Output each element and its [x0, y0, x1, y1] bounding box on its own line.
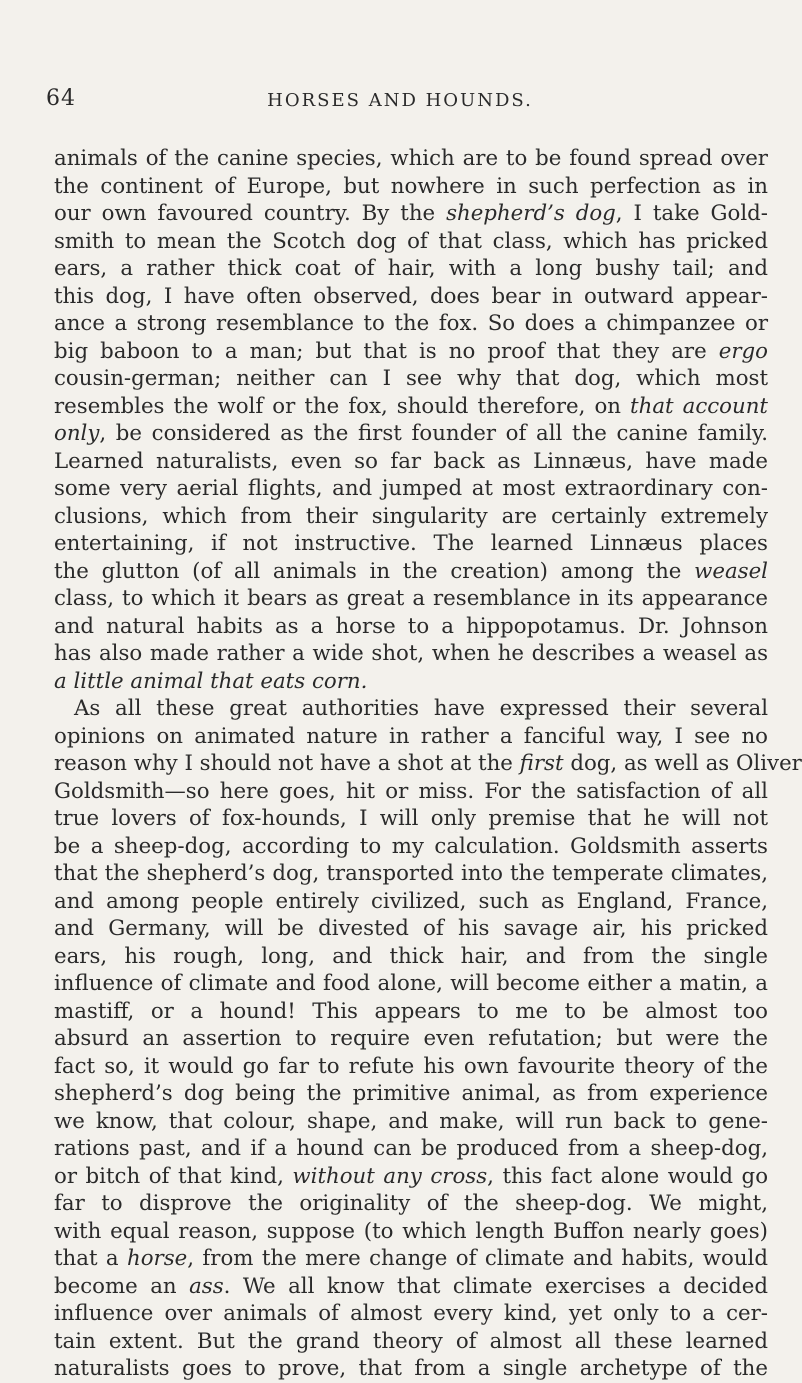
text-line: that a horse, from the mere change of climate and habits, would: [54, 1246, 768, 1271]
text-line: Goldsmith—so here goes, hit or miss. For the satisfaction of all: [54, 778, 768, 804]
text-line: mastiff, or a hound! This appears to me to be almost too: [54, 998, 768, 1024]
text-line: some very aerial flights, and jumped at most extraordinary con-: [54, 476, 768, 501]
text-line: naturalists goes to prove, that from a single archetype of the: [54, 1356, 768, 1381]
text-line: influence over animals of almost every kind, yet only to a cer-: [54, 1301, 768, 1326]
text-line: animals of the canine species, which are to be found spread over: [54, 146, 768, 171]
text-line: true lovers of fox-hounds, I will only premise that he will not: [54, 806, 768, 831]
text-line: that the shepherd’s dog, transported into the temperate climates,: [54, 861, 768, 886]
running-title: HORSES AND HOUNDS.: [267, 90, 533, 111]
text-line: resembles the wolf or the fox, should therefore, on that account: [54, 393, 768, 419]
text-line: Learned naturalists, even so far back as Linnæus, have made: [54, 448, 768, 474]
text-line: reason why I should not have a shot at the first dog, as well as Oliver: [54, 751, 802, 776]
text-line: ears, his rough, long, and thick hair, and from the single: [54, 943, 768, 969]
text-line: rations past, and if a hound can be produced from a sheep-dog,: [54, 1136, 768, 1161]
text-line: the glutton (of all animals in the creation) among the weasel: [54, 558, 768, 584]
page-number: 64: [46, 86, 76, 111]
text-line: big baboon to a man; but that is no proof that they are ergo: [54, 338, 768, 364]
text-line: tain extent. But the grand theory of almost all these learned: [54, 1328, 768, 1354]
text-line: ears, a rather thick coat of hair, with a long bushy tail; and: [54, 256, 768, 281]
text-line: we know, that colour, shape, and make, will run back to gene-: [54, 1108, 768, 1134]
text-line: and among people entirely civilized, such as England, France,: [54, 888, 768, 914]
text-line: with equal reason, suppose (to which length Buffon nearly goes): [54, 1218, 768, 1244]
text-line: the continent of Europe, but nowhere in such perfection as in: [54, 173, 768, 199]
text-line: or bitch of that kind, without any cross, this fact alone would go: [54, 1163, 769, 1189]
text-line: clusions, which from their singularity are certainly extremely: [54, 503, 768, 529]
text-line: our own favoured country. By the shepherd’s dog, I take Gold-: [54, 201, 768, 226]
text-line: entertaining, if not instructive. The learned Linnæus places: [54, 531, 768, 556]
text-line: smith to mean the Scotch dog of that class, which has pricked: [54, 228, 768, 254]
text-line: be a sheep-dog, according to my calculation. Goldsmith asserts: [54, 833, 768, 859]
text-line: fact so, it would go far to refute his own favourite theory of the: [54, 1053, 768, 1079]
text-line: absurd an assertion to require even refutation; but were the: [54, 1026, 768, 1051]
text-line: cousin-german; neither can I see why that dog, which most: [54, 366, 768, 391]
text-line: opinions on animated nature in rather a fanciful way, I see no: [54, 723, 768, 749]
text-line: become an ass. We all know that climate exercises a decided: [54, 1273, 768, 1299]
text-line: a little animal that eats corn.: [54, 668, 368, 694]
body-text: [54, 145, 802, 1383]
text-line: and Germany, will be divested of his savage air, his pricked: [54, 916, 768, 941]
text-line: As all these great authorities have expressed their several: [74, 696, 768, 721]
text-line: influence of climate and food alone, will become either a matin, a: [54, 971, 768, 996]
text-line: and natural habits as a horse to a hippopotamus. Dr. Johnson: [54, 613, 768, 639]
text-line: has also made rather a wide shot, when he describes a weasel as: [54, 641, 768, 666]
text-line: ance a strong resemblance to the fox. So does a chimpanzee or: [54, 311, 768, 336]
text-line: far to disprove the originality of the sheep-dog. We might,: [54, 1191, 768, 1216]
text-line: shepherd’s dog being the primitive animal, as from experience: [54, 1081, 768, 1106]
text-line: this dog, I have often observed, does bear in outward appear-: [54, 283, 768, 309]
text-line: only, be considered as the first founder of all the canine family.: [54, 421, 768, 446]
text-line: class, to which it bears as great a resemblance in its appearance: [54, 586, 768, 611]
